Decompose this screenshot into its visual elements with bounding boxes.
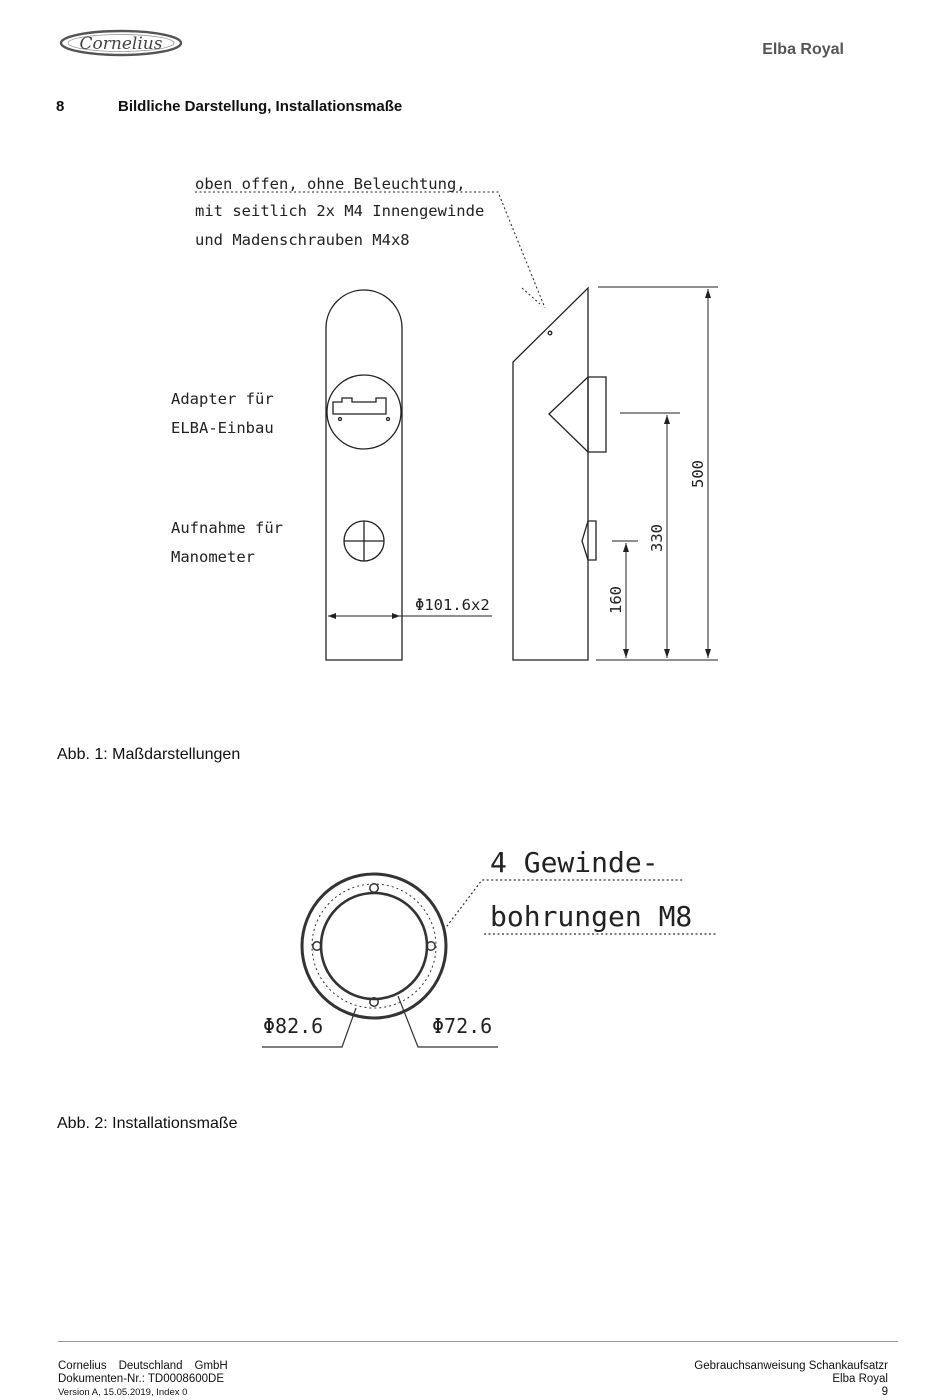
thread-label-2: bohrungen M8 (490, 900, 693, 933)
front-view-column (326, 290, 402, 660)
footer-version: Version A, 15.05.2019, Index 0 (58, 1387, 188, 1398)
flange-inner-ring (321, 893, 427, 999)
inner-diameter-label: Φ72.6 (432, 1014, 493, 1038)
footer-doc-title: Gebrauchsanweisung Schankaufsatzr (694, 1360, 888, 1372)
diameter-label: Φ101.6x2 (415, 596, 490, 614)
manometer-label-1: Aufnahme für (171, 519, 283, 537)
note-line-1: oben offen, ohne Beleuchtung, (195, 175, 466, 193)
section-title: Bildliche Darstellung, Installationsmaße (118, 98, 403, 115)
dim-label-160: 160 (607, 586, 625, 614)
footer-left (58, 1360, 240, 1399)
figure-1-caption: Abb. 1: Maßdarstellungen (57, 746, 241, 763)
outer-diameter-leader (262, 1008, 356, 1047)
note-leader (195, 192, 545, 308)
cornelius-logo (58, 26, 184, 60)
bolt-circle (312, 884, 436, 1008)
flange-outer-ring (302, 874, 446, 1018)
side-view-profile (513, 288, 588, 660)
thread-hole-top (370, 884, 378, 892)
thread-leader (444, 880, 684, 930)
figure-1-labels (171, 175, 707, 614)
footer-product: Elba Royal (832, 1373, 888, 1385)
figure-2-caption: Abb. 2: Installationsmaße (57, 1115, 238, 1132)
spout-profile (549, 377, 606, 452)
section-number: 8 (56, 98, 65, 115)
header-product-name: Elba Royal (762, 41, 844, 58)
footer-divider (58, 1341, 898, 1342)
note-line-3: und Madenschrauben M4x8 (195, 231, 410, 249)
page-number: 9 (881, 1386, 888, 1398)
figure-2-flange-drawing (262, 874, 718, 1047)
footer-doc-number: Dokumenten-Nr.: TD0008600DE (58, 1373, 224, 1385)
manometer-label-2: Manometer (171, 548, 255, 566)
thread-label-1: 4 Gewinde- (490, 846, 659, 879)
thread-hole-left (313, 942, 321, 950)
note-line-2: mit seitlich 2x M4 Innengewinde (195, 202, 485, 220)
inner-diameter-leader (398, 996, 498, 1047)
adapter-label-2: ELBA-Einbau (171, 419, 274, 437)
thread-hole-bottom (370, 998, 378, 1006)
logo-text: Cornelius (79, 34, 163, 54)
footer-company: Cornelius Deutschland GmbH (58, 1360, 228, 1372)
outer-diameter-label: Φ82.6 (263, 1014, 324, 1038)
manometer-symbol (344, 521, 384, 561)
adapter-bracket (333, 398, 386, 414)
figure-2-labels (263, 846, 692, 1038)
footer-right (694, 1360, 888, 1399)
figure-1-dimension-drawing (195, 192, 718, 660)
thread-hole-right (427, 942, 435, 950)
manometer-side-profile (582, 521, 596, 560)
adapter-circle (327, 375, 401, 449)
dim-label-500: 500 (689, 460, 707, 488)
dim-label-330: 330 (648, 524, 666, 552)
adapter-label-1: Adapter für (171, 390, 274, 408)
